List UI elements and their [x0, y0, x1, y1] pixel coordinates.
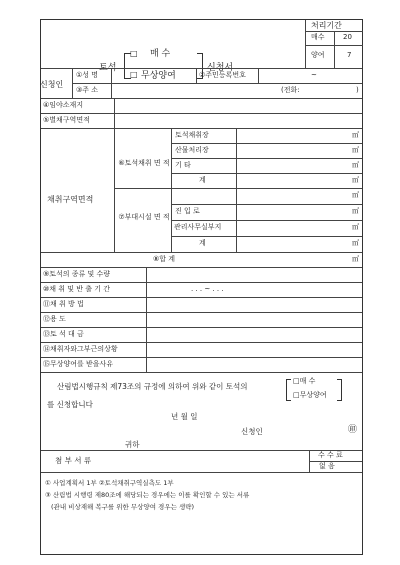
stone-item-total: 계 — [199, 176, 206, 184]
facility-item-access-road: 진 입 로 — [175, 207, 200, 215]
declaration-left-bracket — [286, 379, 291, 401]
applicant-group-label: 신청인 — [40, 80, 64, 89]
price-label: ⑬토 석 대 금 — [43, 330, 84, 338]
processing-label: 처리기간 — [311, 21, 342, 30]
facility-item-office-site: 관리사무실부지 — [174, 223, 222, 231]
use-label: ⑫용 도 — [43, 315, 66, 323]
total-area-label: ⑧합 계 — [153, 255, 176, 263]
checkbox-sale[interactable]: □ — [130, 49, 138, 58]
processing-free-label: 양여 — [311, 51, 325, 59]
forest-location-label: ④임야소재지 — [43, 101, 84, 109]
checkbox-free[interactable]: □ — [130, 70, 138, 79]
extraction-area-label: 채취구역면적 — [47, 195, 94, 204]
period-value: . . . ~ . . . — [191, 285, 224, 293]
declaration-option-sale[interactable]: □매 수 — [293, 377, 316, 385]
unit-sqm: ㎡ — [352, 146, 359, 154]
addressee-suffix: 귀하 — [125, 440, 140, 449]
declaration-right-bracket — [337, 379, 342, 401]
attachment-item-2: ③ 산림법 시행령 제80조에 해당되는 경우에는 이를 확인할 수 있는 서류 — [45, 491, 250, 499]
rrn-separator: ~ — [311, 71, 317, 79]
period-label: ⑩채 취 및 반 출 기 간 — [43, 285, 110, 293]
fee-value: 없 음 — [319, 462, 335, 470]
declaration-option-free[interactable]: □무상양여 — [293, 391, 327, 399]
unit-sqm: ㎡ — [352, 176, 359, 184]
phone-label: (전화: — [281, 86, 300, 94]
address-label: ③주 소 — [76, 86, 99, 94]
status-label: ⑭채취자와그부근의상황 — [43, 345, 118, 353]
declaration-text: 산림법시행규칙 제73조의 규정에 의하여 위와 같이 토석의 — [57, 382, 248, 391]
title-suffix: 신청서 — [207, 63, 234, 73]
kind-qty-label: ⑨토석의 종류 및 수량 — [43, 270, 111, 278]
declaration-text-2: 를 신청합니다 — [47, 400, 93, 409]
attachment-item-1: ① 사업계획서 1부 ②토석채취구역실측도 1부 — [45, 479, 174, 487]
rrn-label: ②주민등록번호 — [199, 71, 246, 79]
facility-item-total: 계 — [199, 239, 206, 247]
phone-close: ) — [356, 86, 359, 94]
unit-sqm: ㎡ — [352, 223, 359, 231]
processing-sale-label: 매수 — [311, 33, 325, 41]
fee-label: 수 수 료 — [318, 451, 343, 459]
unit-sqm: ㎡ — [352, 131, 359, 139]
title-option-sale: 매 수 — [150, 49, 171, 59]
unit-sqm: ㎡ — [352, 191, 359, 199]
reason-label: ⑮무상양여를 받을사유 — [43, 360, 114, 368]
stone-item-extraction: 토석채취장 — [175, 131, 209, 139]
title-prefix: 토석 — [99, 63, 117, 73]
stone-item-processing: 산물처리장 — [175, 146, 209, 154]
unit-sqm: ㎡ — [352, 207, 359, 215]
seal-mark: ㊞ — [348, 425, 358, 435]
attachments-label: 첨 부 서 류 — [55, 456, 92, 465]
title-option-free: 무상양여 — [141, 71, 176, 81]
stone-item-other: 기 타 — [175, 161, 191, 169]
facility-area-label: ⑦부대시설 면 적 — [118, 213, 170, 221]
processing-sale-days: 20 — [343, 33, 352, 41]
designated-area-label: ⑤별채구역면적 — [43, 116, 90, 124]
declaration-signer: 신청인 — [241, 427, 263, 436]
unit-sqm: ㎡ — [352, 161, 359, 169]
unit-sqm: ㎡ — [352, 239, 359, 247]
attachment-item-3: (관내 비상재해 복구를 위한 무상양여 경우는 생략) — [51, 503, 195, 511]
declaration-date: 년 월 일 — [171, 412, 198, 421]
stone-area-label: ⑥토석채취 면 적 — [118, 159, 170, 167]
processing-free-days: 7 — [347, 51, 352, 59]
application-form — [40, 19, 363, 555]
method-label: ⑪채 취 방 법 — [43, 300, 84, 308]
unit-sqm: ㎡ — [352, 255, 359, 263]
name-label: ①성 명 — [76, 71, 99, 79]
